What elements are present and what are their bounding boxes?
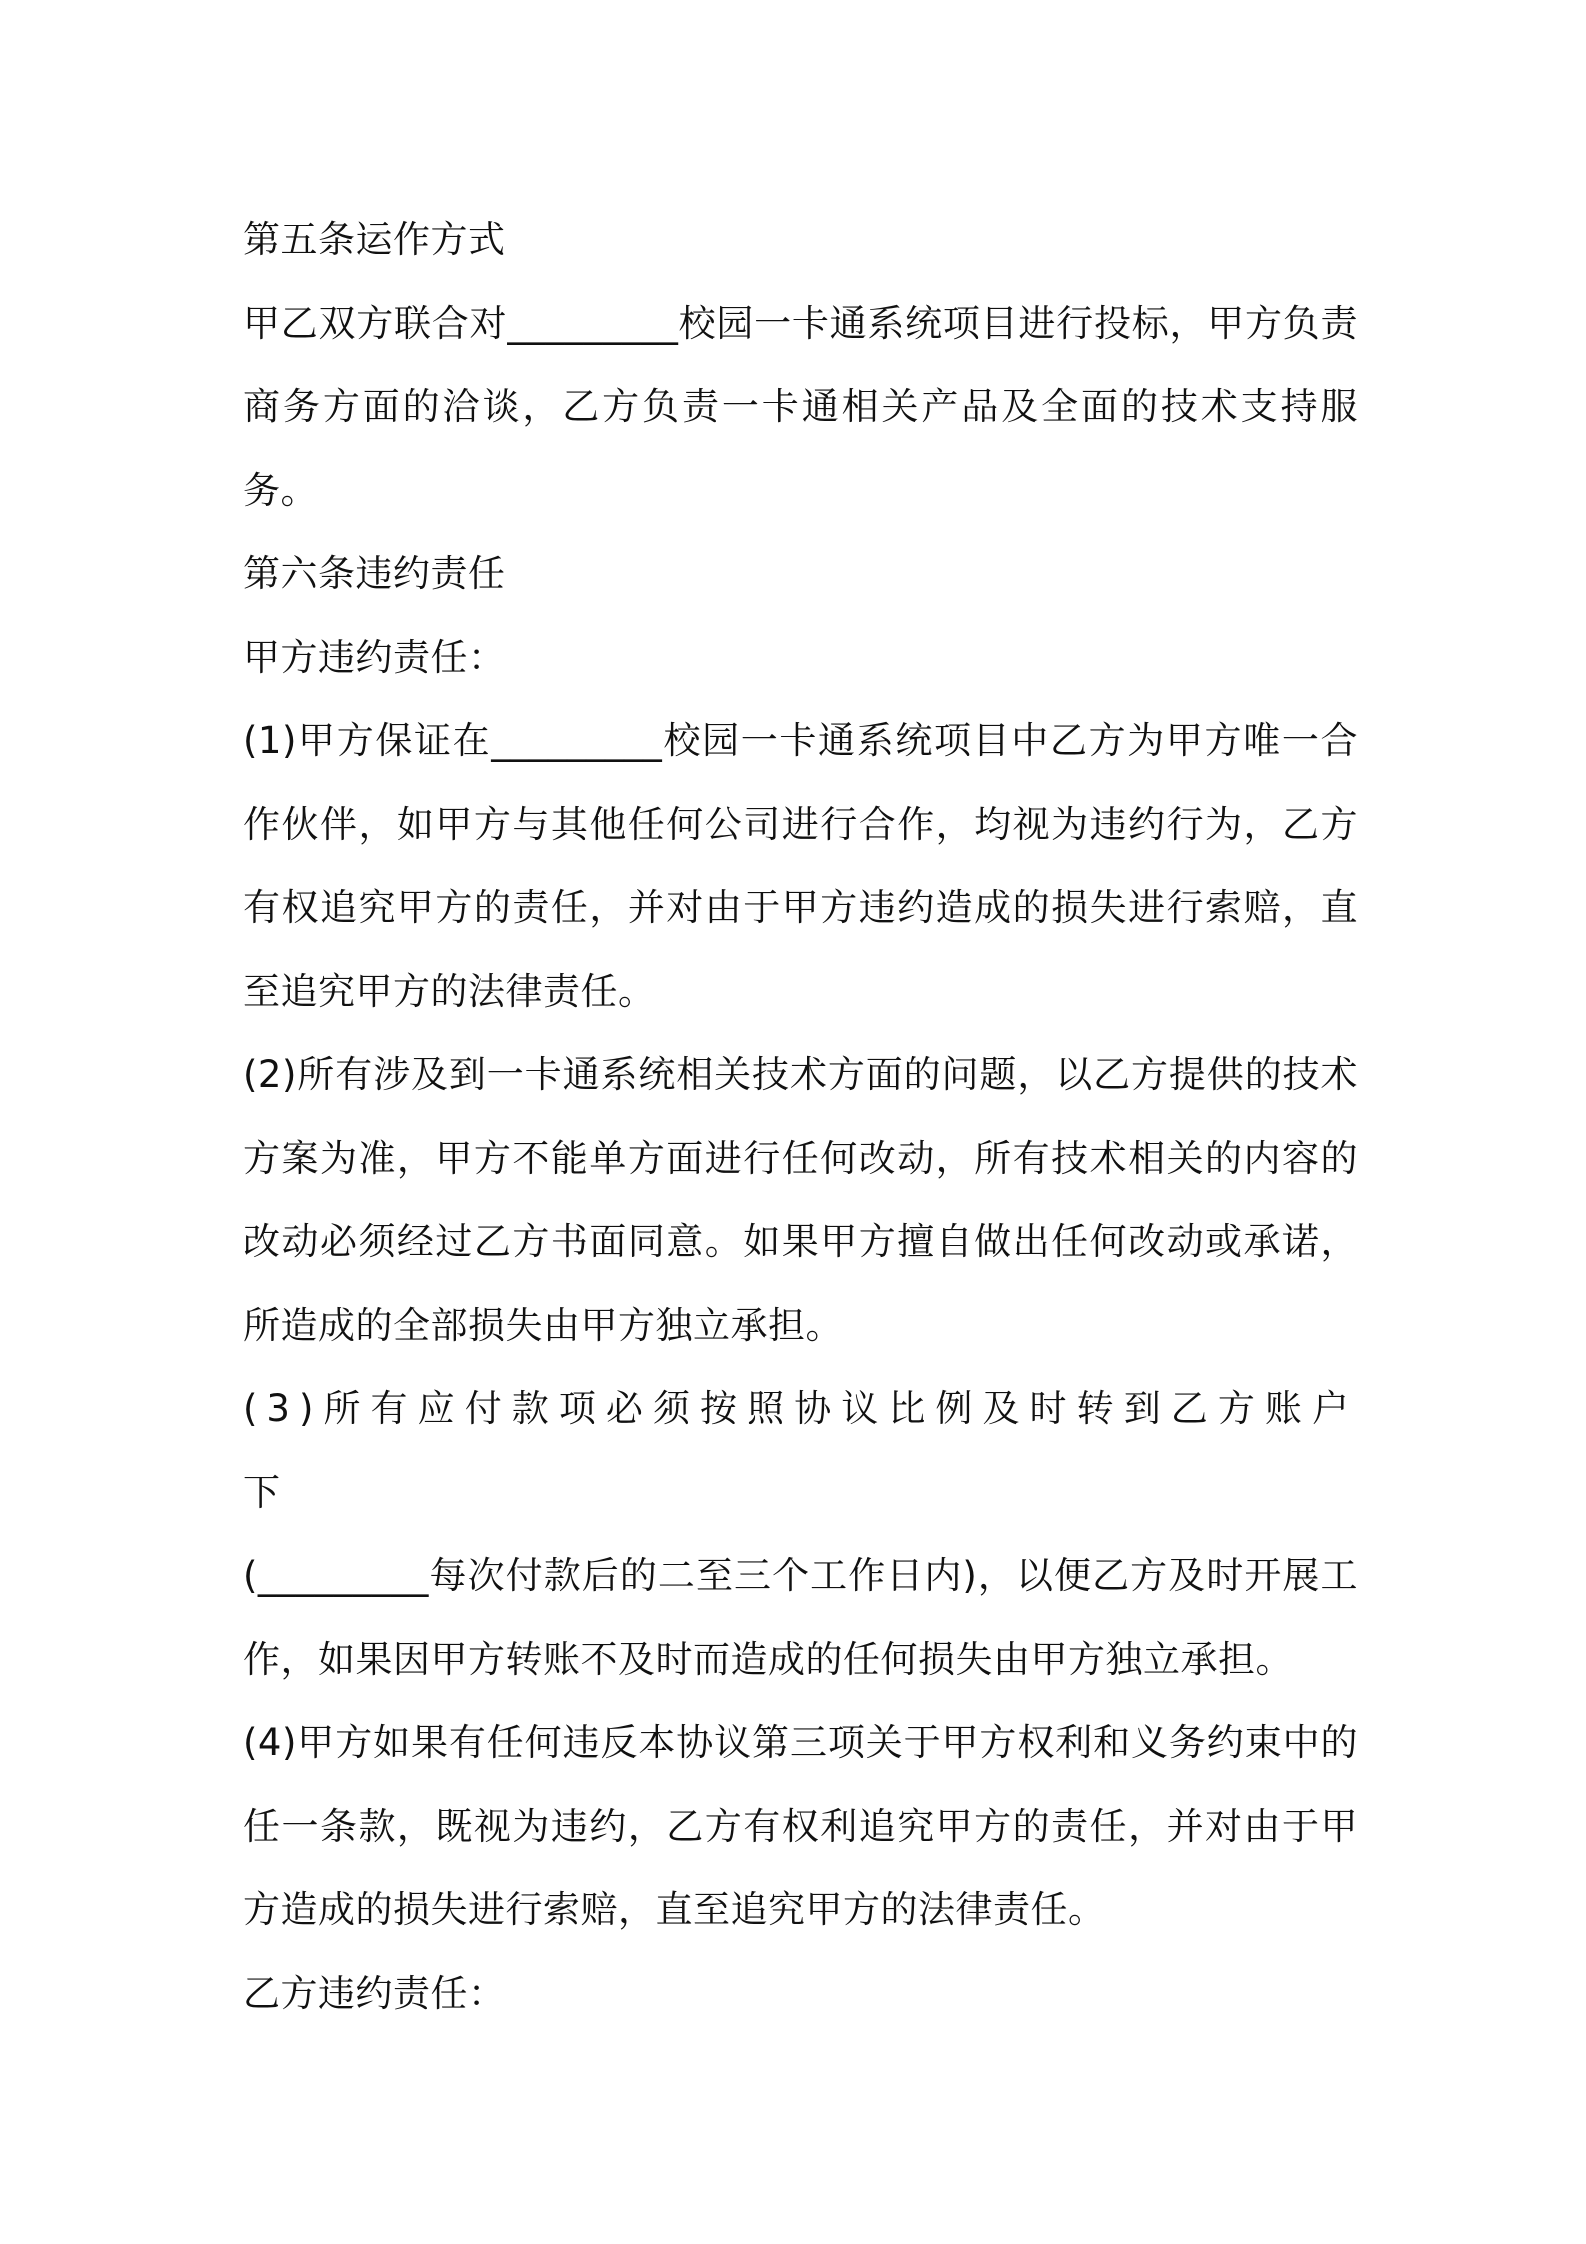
section5-body: 甲乙双方联合对_________校园一卡通系统项目进行投标，甲方负责商务方面的洽谈，乙方负责一卡通相关产品及全面的技术支持服务。 — [243, 301, 1358, 512]
party-a-item-3-rest: (_________每次付款后的二至三个工作日内)，以便乙方及时开展工作，如果因甲方转账不及时而造成的任何损失由甲方独立承担。 — [243, 1554, 1358, 1681]
section5-heading: 第五条运作方式 — [243, 218, 506, 261]
document-body — [243, 198, 1358, 2035]
party-a-item-2: (2)所有涉及到一卡通系统相关技术方面的问题，以乙方提供的技术方案为准，甲方不能单方面进行任何改动，所有技术相关的内容的改动必须经过乙方书面同意。如果甲方擅自做出任何改动或承诺，所造成的全部损失由甲方独立承担。 — [243, 1053, 1358, 1347]
party-a-item-3-line-1: (3)所有应付款项必须按照协议比例及时转到乙方账户下 — [243, 1387, 1358, 1514]
party-b-liability-heading: 乙方违约责任： — [243, 1971, 506, 2015]
party-a-liability-heading: 甲方违约责任： — [243, 635, 506, 679]
party-a-item-4: (4)甲方如果有任何违反本协议第三项关于甲方权利和义务约束中的任一条款，既视为违约，乙方有权利追究甲方的责任，并对由于甲方造成的损失进行索赔，直至追究甲方的法律责任。 — [243, 1721, 1358, 1931]
party-a-item-1: (1)甲方保证在_________校园一卡通系统项目中乙方为甲方唯一合作伙伴，如甲方与其他任何公司进行合作，均视为违约行为，乙方有权追究甲方的责任，并对由于甲方违约造成的损失进行索赔，直至追究甲方的法律责任。 — [243, 719, 1358, 1013]
section6-heading: 第六条违约责任 — [243, 552, 506, 595]
